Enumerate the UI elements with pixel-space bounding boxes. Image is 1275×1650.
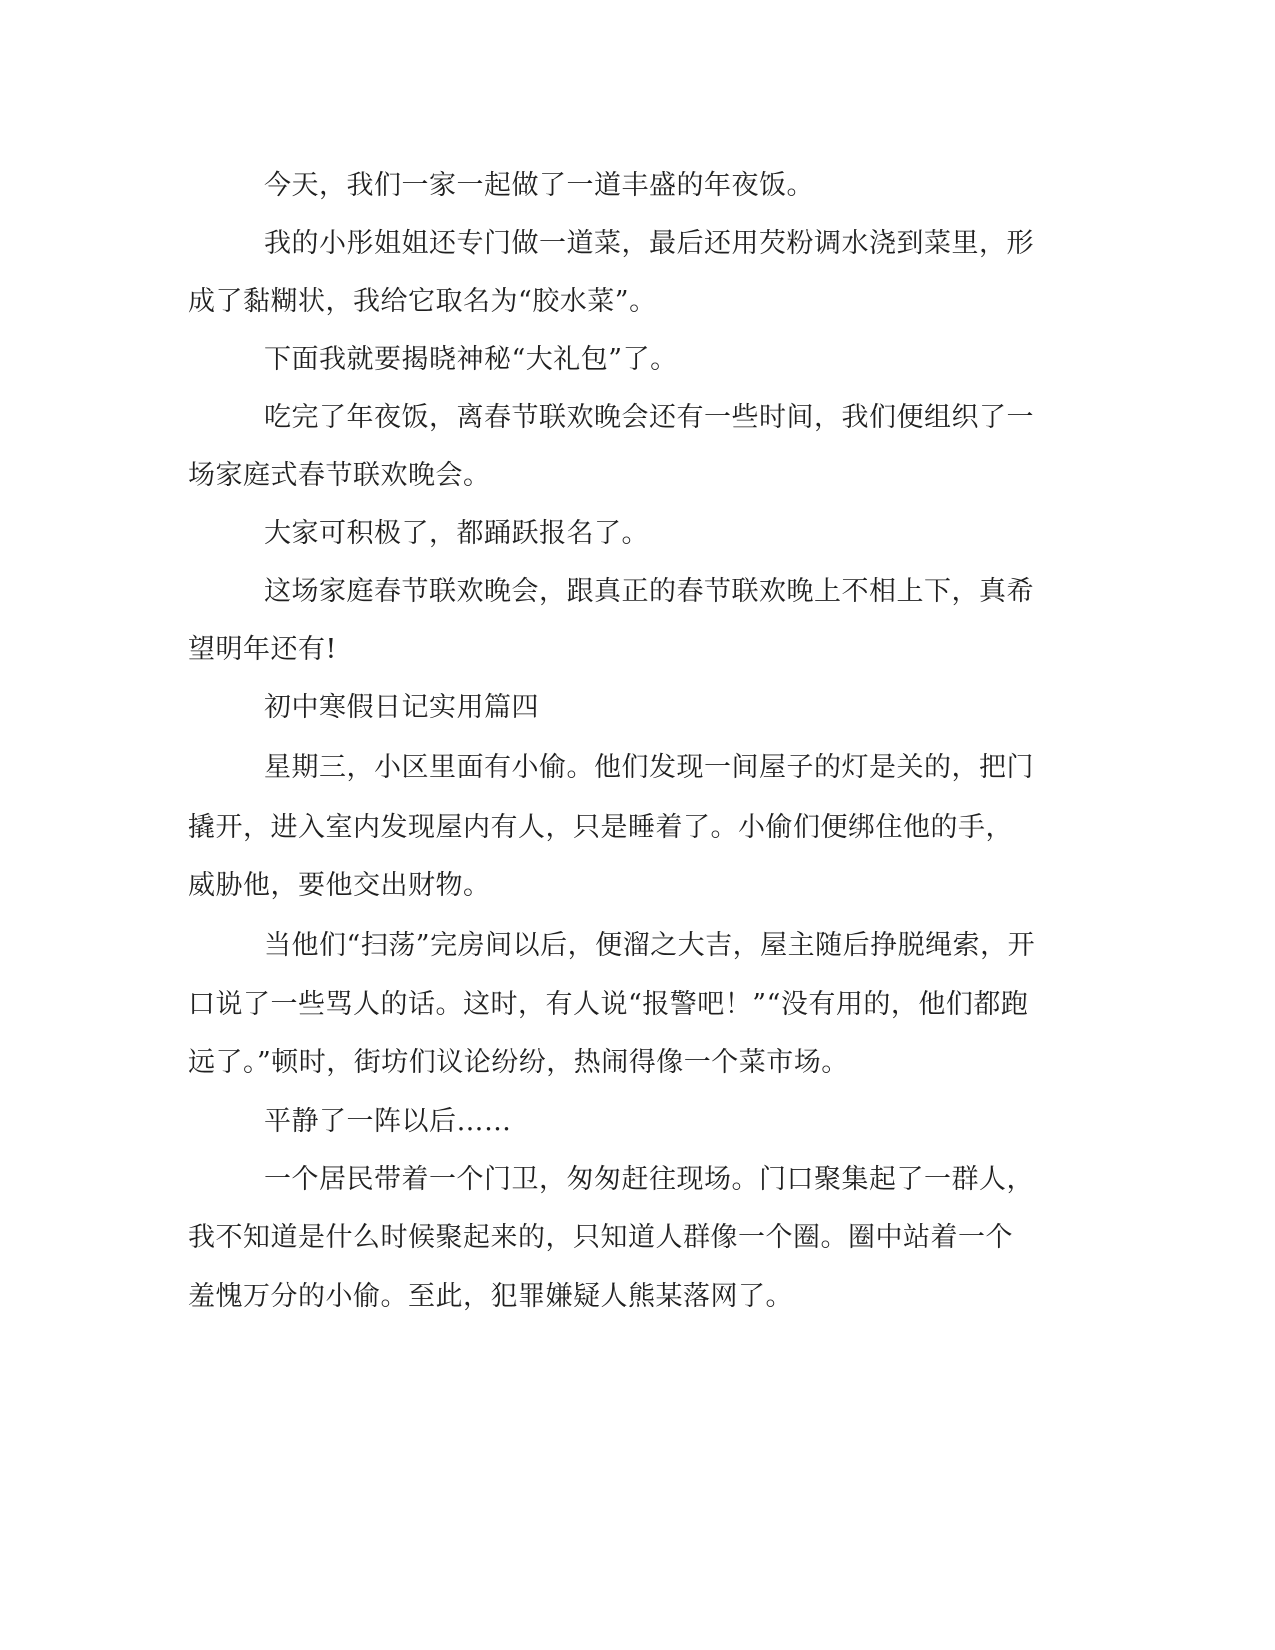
paragraph-line: 星期三，小区里面有小偷。他们发现一间屋子的灯是关的，把门 — [264, 752, 1034, 783]
paragraph-line: 一个居民带着一个门卫，匆匆赶往现场。门口聚集起了一群人， — [264, 1164, 1034, 1195]
paragraph-line: 羞愧万分的小偷。至此，犯罪嫌疑人熊某落网了。 — [188, 1281, 793, 1312]
paragraph-line: 大家可积极了，都踊跃报名了。 — [264, 518, 649, 549]
paragraph-line: 望明年还有! — [188, 634, 337, 665]
paragraph-line: 撬开，进入室内发现屋内有人，只是睡着了。小偷们便绑住他的手， — [188, 812, 1013, 843]
paragraph-line: 平静了一阵以后…… — [264, 1106, 512, 1137]
paragraph-line: 口说了一些骂人的话。这时，有人说“报警吧！”“没有用的，他们都跑 — [188, 989, 1029, 1020]
paragraph-line: 场家庭式春节联欢晚会。 — [188, 460, 491, 491]
paragraph-line: 威胁他，要他交出财物。 — [188, 870, 491, 901]
paragraph-line: 今天，我们一家一起做了一道丰盛的年夜饭。 — [264, 170, 814, 201]
paragraph-line: 我不知道是什么时候聚起来的，只知道人群像一个圈。圈中站着一个 — [188, 1222, 1013, 1253]
paragraph-line: 下面我就要揭晓神秘“大礼包”了。 — [264, 344, 678, 375]
paragraph-line: 远了。”顿时，街坊们议论纷纷，热闹得像一个菜市场。 — [188, 1047, 849, 1078]
paragraph-line: 当他们“扫荡”完房间以后，便溜之大吉，屋主随后挣脱绳索，开 — [264, 930, 1036, 961]
paragraph-line: 这场家庭春节联欢晚会，跟真正的春节联欢晚上不相上下，真希 — [264, 576, 1034, 607]
paragraph-line: 我的小彤姐姐还专门做一道菜，最后还用芡粉调水浇到菜里，形 — [264, 228, 1034, 259]
paragraph-line: 吃完了年夜饭，离春节联欢晚会还有一些时间，我们便组织了一 — [264, 402, 1034, 433]
paragraph-line: 成了黏糊状，我给它取名为“胶水菜”。 — [188, 286, 657, 317]
section-heading: 初中寒假日记实用篇四 — [264, 692, 539, 723]
